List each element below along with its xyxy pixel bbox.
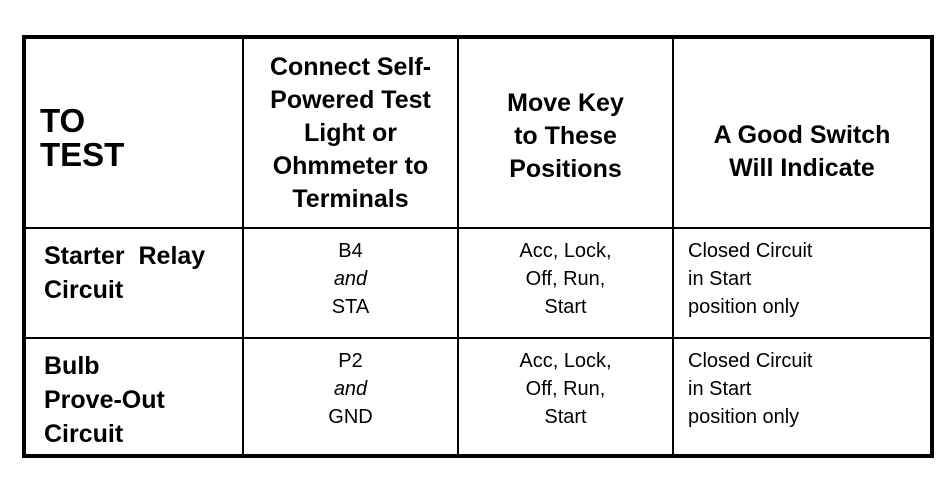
indicate-line: Closed Circuit bbox=[688, 240, 813, 262]
row-label-line: Circuit bbox=[44, 420, 124, 448]
header-connect-line: Ohmmeter to bbox=[272, 152, 429, 180]
indicate-line: position only bbox=[688, 406, 800, 428]
indicate-line: Closed Circuit bbox=[688, 350, 813, 372]
row-label-line: Circuit bbox=[44, 276, 124, 304]
positions-line: Start bbox=[544, 406, 587, 428]
header-good-switch bbox=[674, 39, 930, 229]
header-move-key-line: Positions bbox=[509, 155, 622, 183]
terminals-cell bbox=[244, 229, 459, 339]
header-move-key bbox=[459, 39, 674, 229]
switch-test-table bbox=[22, 35, 934, 458]
positions-line: Acc, Lock, bbox=[519, 350, 612, 372]
positions-cell bbox=[459, 229, 674, 339]
header-connect-line: Terminals bbox=[292, 185, 409, 213]
header-good-switch-line: A Good Switch bbox=[713, 121, 891, 149]
positions-line: Start bbox=[544, 296, 587, 318]
header-to-test-line: TEST bbox=[40, 136, 125, 173]
terminals-cell bbox=[244, 339, 459, 454]
row-label-line: Bulb bbox=[44, 352, 100, 380]
positions-line: Acc, Lock, bbox=[519, 240, 612, 262]
header-connect-line: Powered Test bbox=[270, 86, 431, 114]
header-connect-line: Connect Self- bbox=[269, 53, 432, 81]
terminal-conjunction: and bbox=[333, 268, 368, 290]
terminal-second: STA bbox=[331, 296, 370, 318]
header-move-key-line: to These bbox=[514, 122, 617, 150]
row-label-starter-relay bbox=[26, 229, 244, 339]
positions-line: Off, Run, bbox=[525, 268, 606, 290]
header-to-test-line: TO bbox=[40, 102, 86, 139]
terminal-first: B4 bbox=[338, 240, 363, 262]
header-move-key-line: Move Key bbox=[507, 89, 624, 117]
indicate-line: position only bbox=[688, 296, 800, 318]
indicate-line: in Start bbox=[688, 268, 752, 290]
header-connect-line: Light or bbox=[303, 119, 398, 147]
terminal-conjunction: and bbox=[333, 378, 368, 400]
indicate-cell bbox=[674, 229, 930, 339]
header-good-switch-line: Will Indicate bbox=[729, 154, 875, 182]
terminal-first: P2 bbox=[338, 350, 363, 372]
indicate-line: in Start bbox=[688, 378, 752, 400]
terminal-second: GND bbox=[328, 406, 373, 428]
header-to-test bbox=[26, 39, 244, 229]
header-connect-terminals bbox=[244, 39, 459, 229]
row-label-bulb-prove-out bbox=[26, 339, 244, 454]
positions-cell bbox=[459, 339, 674, 454]
row-label-line: Prove-Out bbox=[44, 386, 165, 414]
row-label-line: Starter Relay bbox=[44, 242, 206, 270]
indicate-cell bbox=[674, 339, 930, 454]
positions-line: Off, Run, bbox=[525, 378, 606, 400]
